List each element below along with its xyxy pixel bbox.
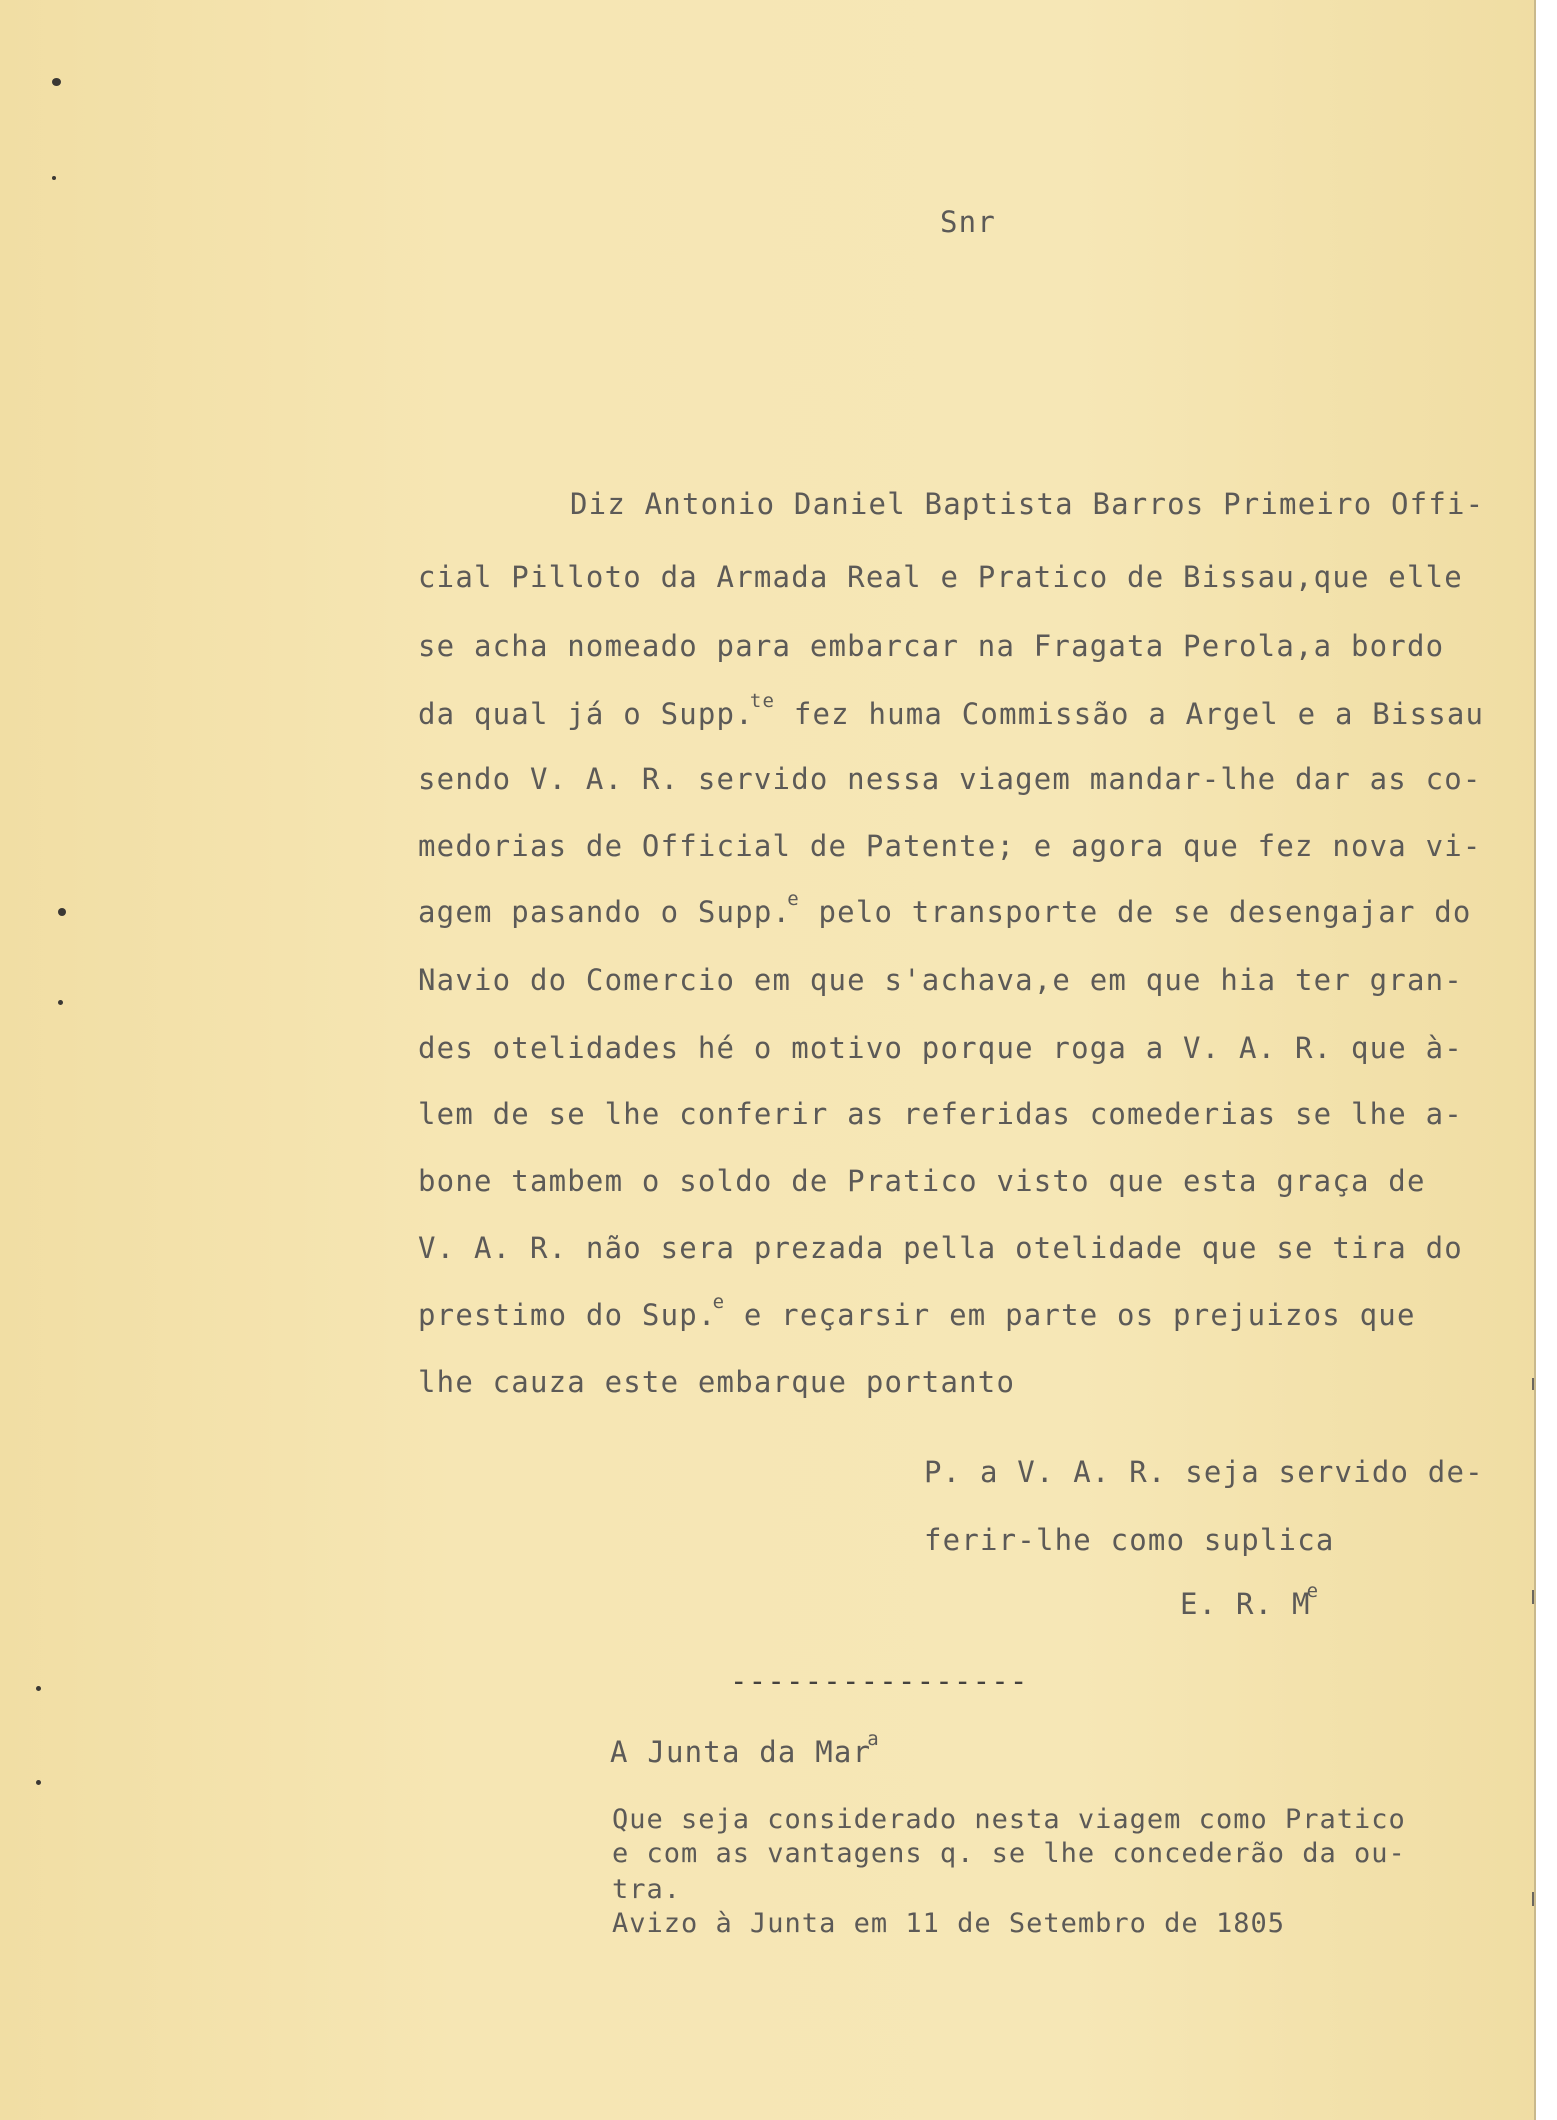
scan-border-strip [1534, 0, 1557, 2120]
petition-line: bone tambem o soldo de Pratico visto que esta graça de [418, 1164, 1426, 1198]
petition-line: lem de se lhe conferir as referidas comederias se lhe a- [418, 1097, 1463, 1131]
ink-speck-mark [58, 1000, 63, 1005]
petition-line [418, 689, 1485, 731]
dispatch-line: Que seja considerado nesta viagem como Pratico [612, 1804, 1406, 1835]
closing-line: ferir-lhe como suplica [924, 1523, 1335, 1557]
petition-line [418, 1290, 1416, 1332]
dispatch-heading [610, 1727, 880, 1769]
line-text: da qual já o Supp. [418, 697, 754, 731]
superscript-abbreviation: e [787, 887, 800, 910]
line-text: agem pasando o Supp. [418, 895, 792, 929]
superscript-abbreviation: e [1306, 1579, 1320, 1602]
closing-line: P. a V. A. R. seja servido de- [924, 1455, 1484, 1489]
petition-line: medorias de Official de Patente; e agora que fez nova vi- [418, 829, 1482, 863]
petition-line: Diz Antonio Daniel Baptista Barros Primeiro Offi- [570, 487, 1485, 521]
separator-rule: ---------------- [730, 1664, 1029, 1698]
petition-line: des otelidades hé o motivo porque roga a V. A. R. que à- [418, 1031, 1463, 1065]
dispatch-date-line: Avizo à Junta em 11 de Setembro de 1805 [612, 1908, 1285, 1939]
ink-speck-mark [52, 176, 56, 180]
petition-line: sendo V. A. R. servido nessa viagem mandar-lhe dar as co- [418, 762, 1482, 796]
superscript-abbreviation: e [712, 1290, 726, 1313]
dispatch-line: e com as vantagens q. se lhe concederão da ou- [612, 1838, 1406, 1869]
ink-speck-mark [58, 908, 66, 916]
salutation: Snr [940, 205, 996, 239]
superscript-abbreviation: a [867, 1727, 880, 1750]
ink-speck-mark [52, 78, 61, 86]
line-text: prestimo do Sup. [418, 1298, 717, 1332]
petition-line: V. A. R. não sera prezada pella otelidade que se tira do [418, 1231, 1463, 1265]
dispatch-line: tra. [612, 1874, 682, 1905]
line-text: e reçarsir em parte os prejuizos que [725, 1298, 1416, 1332]
page-edge-mark [1532, 1378, 1534, 1390]
line-text: E. R. M [1180, 1587, 1311, 1621]
page-edge-mark [1532, 1892, 1534, 1906]
petition-line: cial Pilloto da Armada Real e Pratico de Bissau,que elle [418, 560, 1463, 594]
ink-speck-mark [36, 1780, 41, 1785]
petition-line: lhe cauza este embarque portanto [418, 1365, 1016, 1399]
superscript-abbreviation: te [749, 689, 776, 712]
closing-signoff [1180, 1579, 1320, 1621]
petition-line: se acha nomeado para embarcar na Fragata Perola,a bordo [418, 629, 1445, 663]
petition-line [418, 887, 1472, 929]
petition-line: Navio do Comercio em que s'achava,e em que hia ter gran- [418, 963, 1463, 997]
ink-speck-mark [36, 1686, 41, 1691]
page-edge-mark [1532, 1590, 1534, 1604]
line-text: fez huma Commissão a Argel e a Bissau [775, 697, 1485, 731]
line-text: A Junta da Mar [610, 1735, 872, 1769]
line-text: pelo transporte de se desengajar do [799, 895, 1472, 929]
